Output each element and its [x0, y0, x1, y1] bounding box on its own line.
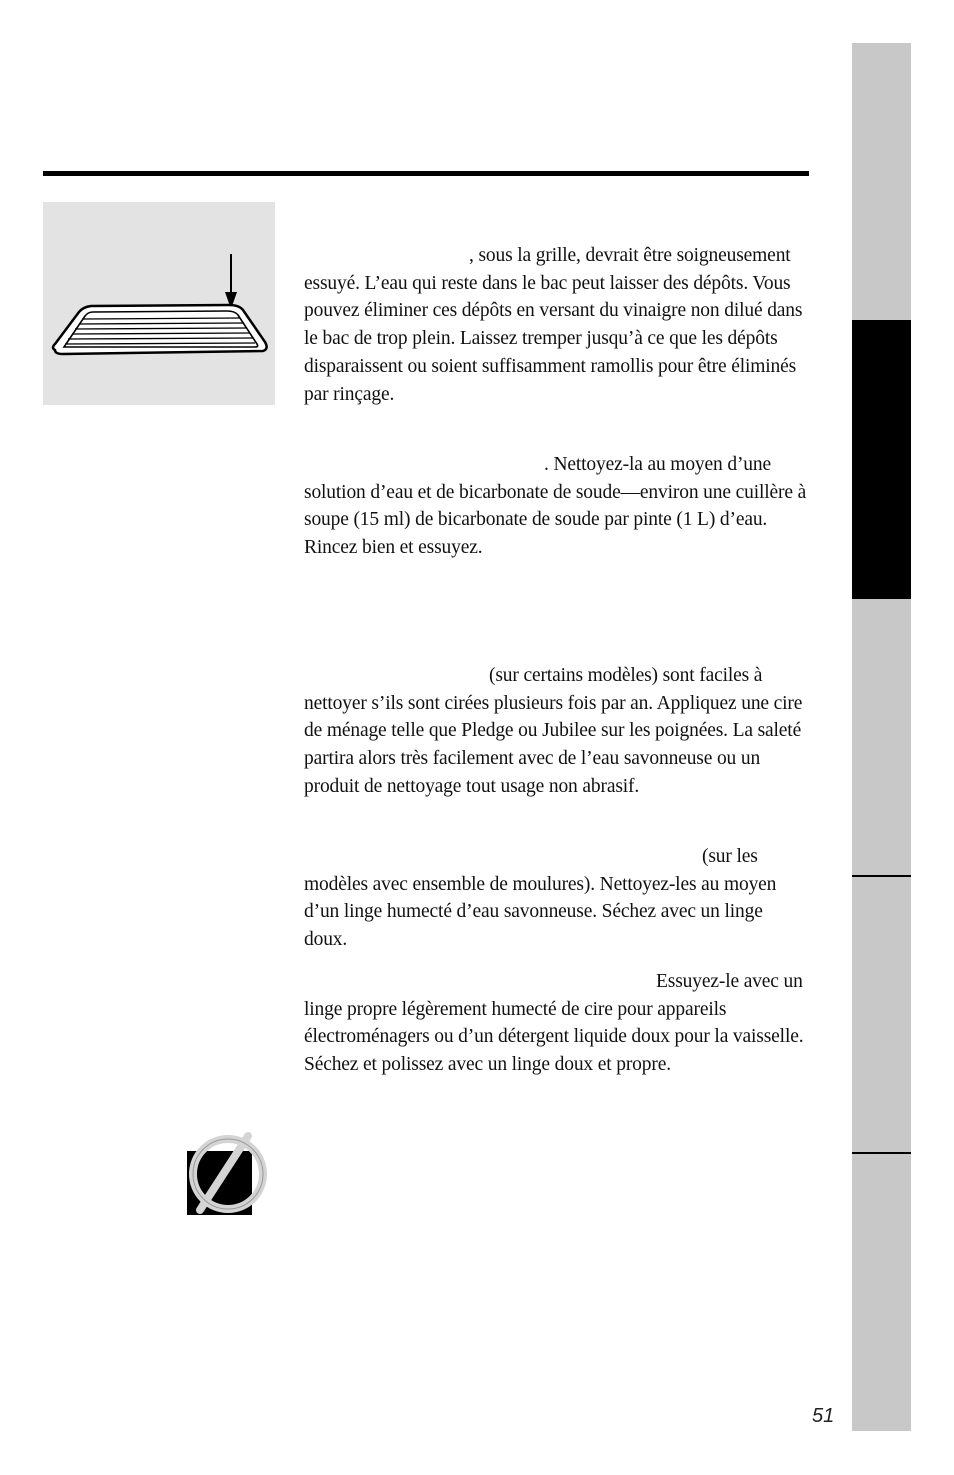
paragraph-overflow-tray: , sous la grille, devrait être soigneusement essuyé. L’eau qui reste dans le bac peut laisser des dépôts. Vous pouvez éliminer ces dépôts en versant du vinaigre non dilué dans le bac de trop plein. Laissez tremper jusqu’à ce que les dépôts disparaissent ou soient suffisamment ramollis pour être éliminés par rinçage.	[304, 245, 803, 405]
section-tab-divider	[852, 1152, 911, 1154]
no-symbol-icon	[186, 1130, 270, 1216]
header-rule	[43, 171, 809, 176]
page-number: 51	[812, 1405, 835, 1427]
paragraph-trim: (sur les modèles avec ensemble de moulures). Nettoyez-les au moyen d’un linge humecté d’eau savonneuse. Séchez avec un linge doux.	[304, 846, 777, 951]
drip-tray-illustration	[43, 202, 275, 405]
paragraph-baking-soda: . Nettoyez-la au moyen d’une solution d’eau et de bicarbonate de soude—environ une cuillère à soupe (15 ml) de bicarbonate de soude par pinte (1 L) d’eau. Rincez bien et essuyez.	[304, 454, 807, 559]
text-block-5	[304, 968, 810, 1079]
text-block-3	[304, 662, 810, 801]
section-tab-divider	[852, 875, 911, 877]
text-block-1	[304, 242, 810, 408]
section-tabs	[852, 43, 911, 1431]
text-block-4	[304, 843, 810, 954]
drip-tray-icon	[43, 202, 275, 405]
text-block-2	[304, 451, 810, 562]
paragraph-handles: (sur certains modèles) sont faciles à nettoyer s’ils sont cirées plusieurs fois par an. Appliquez une cire de ménage telle que Pledge ou Jubilee sur les poignées. La saleté partira alors très facilement avec de l’eau savonneuse ou un produit de nettoyage tout usage non abrasif.	[304, 665, 803, 797]
section-tab-active	[852, 320, 911, 599]
paragraph-wax: Essuyez-le avec un linge propre légèrement humecté de cire pour appareils électroménagers ou d’un détergent liquide doux pour la vaisselle. Séchez et polissez avec un linge doux et propre.	[304, 971, 804, 1076]
